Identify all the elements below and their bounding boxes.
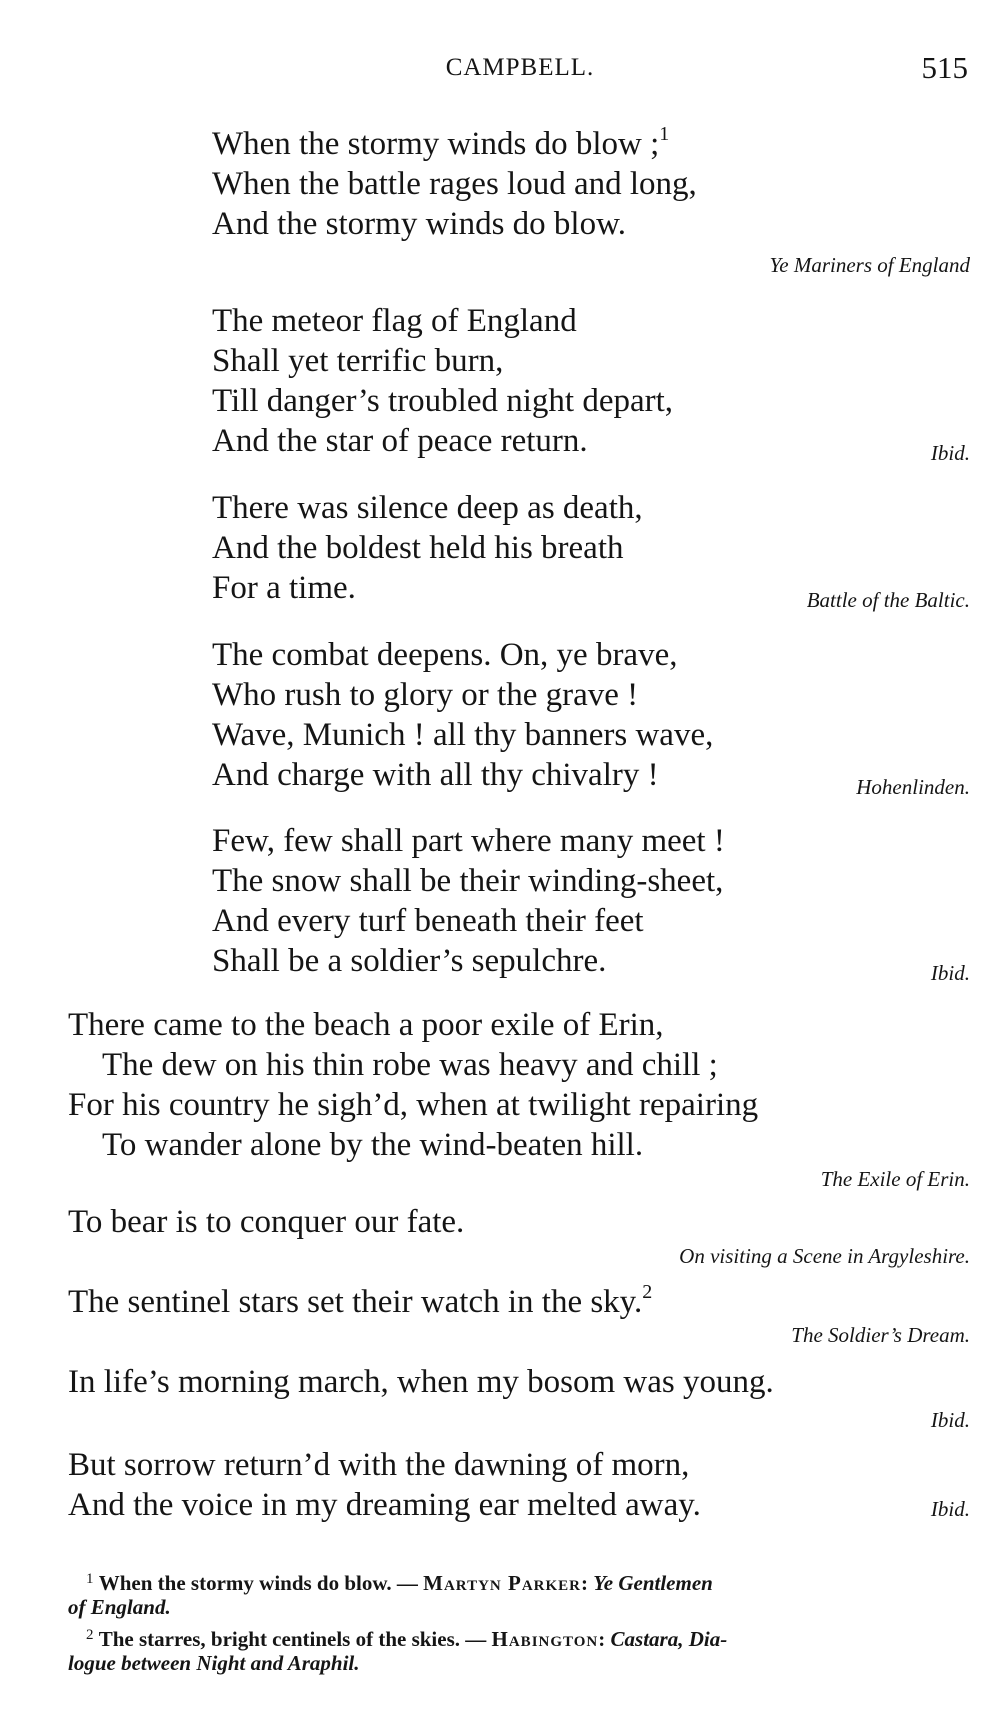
footnote-source: of England. [68,1595,171,1619]
verse-line: The snow shall be their winding-sheet, [212,863,724,899]
verse-line: Shall yet terrific burn, [212,343,504,379]
citation: Ibid. [930,1408,970,1432]
citation: On visiting a Scene in Argyleshire. [679,1244,970,1268]
verse-line: And the stormy winds do blow. [212,206,627,242]
verse-line: Till danger’s troubled night depart, [212,383,674,419]
verse-line: When the stormy winds do blow ;$^1$ [212,123,670,162]
citation: The Soldier’s Dream. [791,1323,970,1347]
footnote-author: Habington [491,1627,599,1651]
footnote-2: $^2$ The starres, bright centinels of the skies. — Habington: Castara, Dia- [86,1627,728,1651]
citation: Ye Mariners of England [769,253,970,277]
footnote-author: Martyn Parker [423,1571,582,1595]
footnote-source: Castara, Dia- [610,1627,728,1651]
verse-line: To wander alone by the wind-beaten hill. [102,1127,644,1163]
verse-line: The dew on his thin robe was heavy and chill ; [102,1047,718,1083]
citation: The Exile of Erin. [820,1167,970,1191]
footnote-text: The starres, bright centinels of the skies. — [98,1627,487,1651]
verse-line: Shall be a soldier’s sepulchre. [212,943,607,979]
verse-line: To bear is to conquer our fate. [68,1204,465,1240]
citation: Ibid. [930,961,970,985]
verse-line: When the battle rages loud and long, [212,166,697,202]
citation: Battle of the Baltic. [806,588,970,612]
footnote-number: 2 [86,1627,94,1643]
verse-line: And the star of peace return. [212,423,588,459]
footnote-1-continued [68,1594,171,1620]
footnote-2-continued [68,1650,360,1676]
verse-line: There came to the beach a poor exile of Erin, [68,1007,664,1043]
verse-line: The sentinel stars set their watch in the sky.$^2$ [68,1281,653,1320]
page-header [0,50,1000,90]
footnote-text: When the stormy winds do blow. — [98,1571,418,1595]
verse-line: And the voice in my dreaming ear melted away. [68,1487,701,1523]
verse-line: There was silence deep as death, [212,490,643,526]
page-number: 515 [921,50,968,85]
verse-line: The meteor flag of England [212,303,577,339]
verse-line: For his country he sigh’d, when at twilight repairing [68,1087,759,1123]
verse-line: Who rush to glory or the grave ! [212,677,639,713]
footnote-ref: 1 [659,123,670,145]
running-head: CAMPBELL. [445,54,595,81]
verse-line: Wave, Munich ! all thy banners wave, [212,717,714,753]
verse-line: Few, few shall part where many meet ! [212,823,725,859]
footnote-ref: 2 [642,1281,653,1303]
footnote-1: $^1$ When the stormy winds do blow. — Martyn Parker: Ye Gentlemen [86,1571,713,1595]
citation: Ibid. [930,441,970,465]
verse-line: In life’s morning march, when my bosom was young. [68,1364,774,1400]
citation: Hohenlinden. [856,775,970,799]
verse-line: The combat deepens. On, ye brave, [212,637,678,673]
citation: Ibid. [930,1497,970,1521]
verse-line: And every turf beneath their feet [212,903,644,939]
verse-line: And charge with all thy chivalry ! [212,757,659,793]
footnote-source: Ye Gentlemen [593,1571,713,1595]
footnote-source: logue between Night and Araphil. [68,1651,360,1675]
verse-line: For a time. [212,570,356,606]
verse-line: But sorrow return’d with the dawning of morn, [68,1447,690,1483]
verse-line: And the boldest held his breath [212,530,624,566]
footnote-number: 1 [86,1571,94,1587]
